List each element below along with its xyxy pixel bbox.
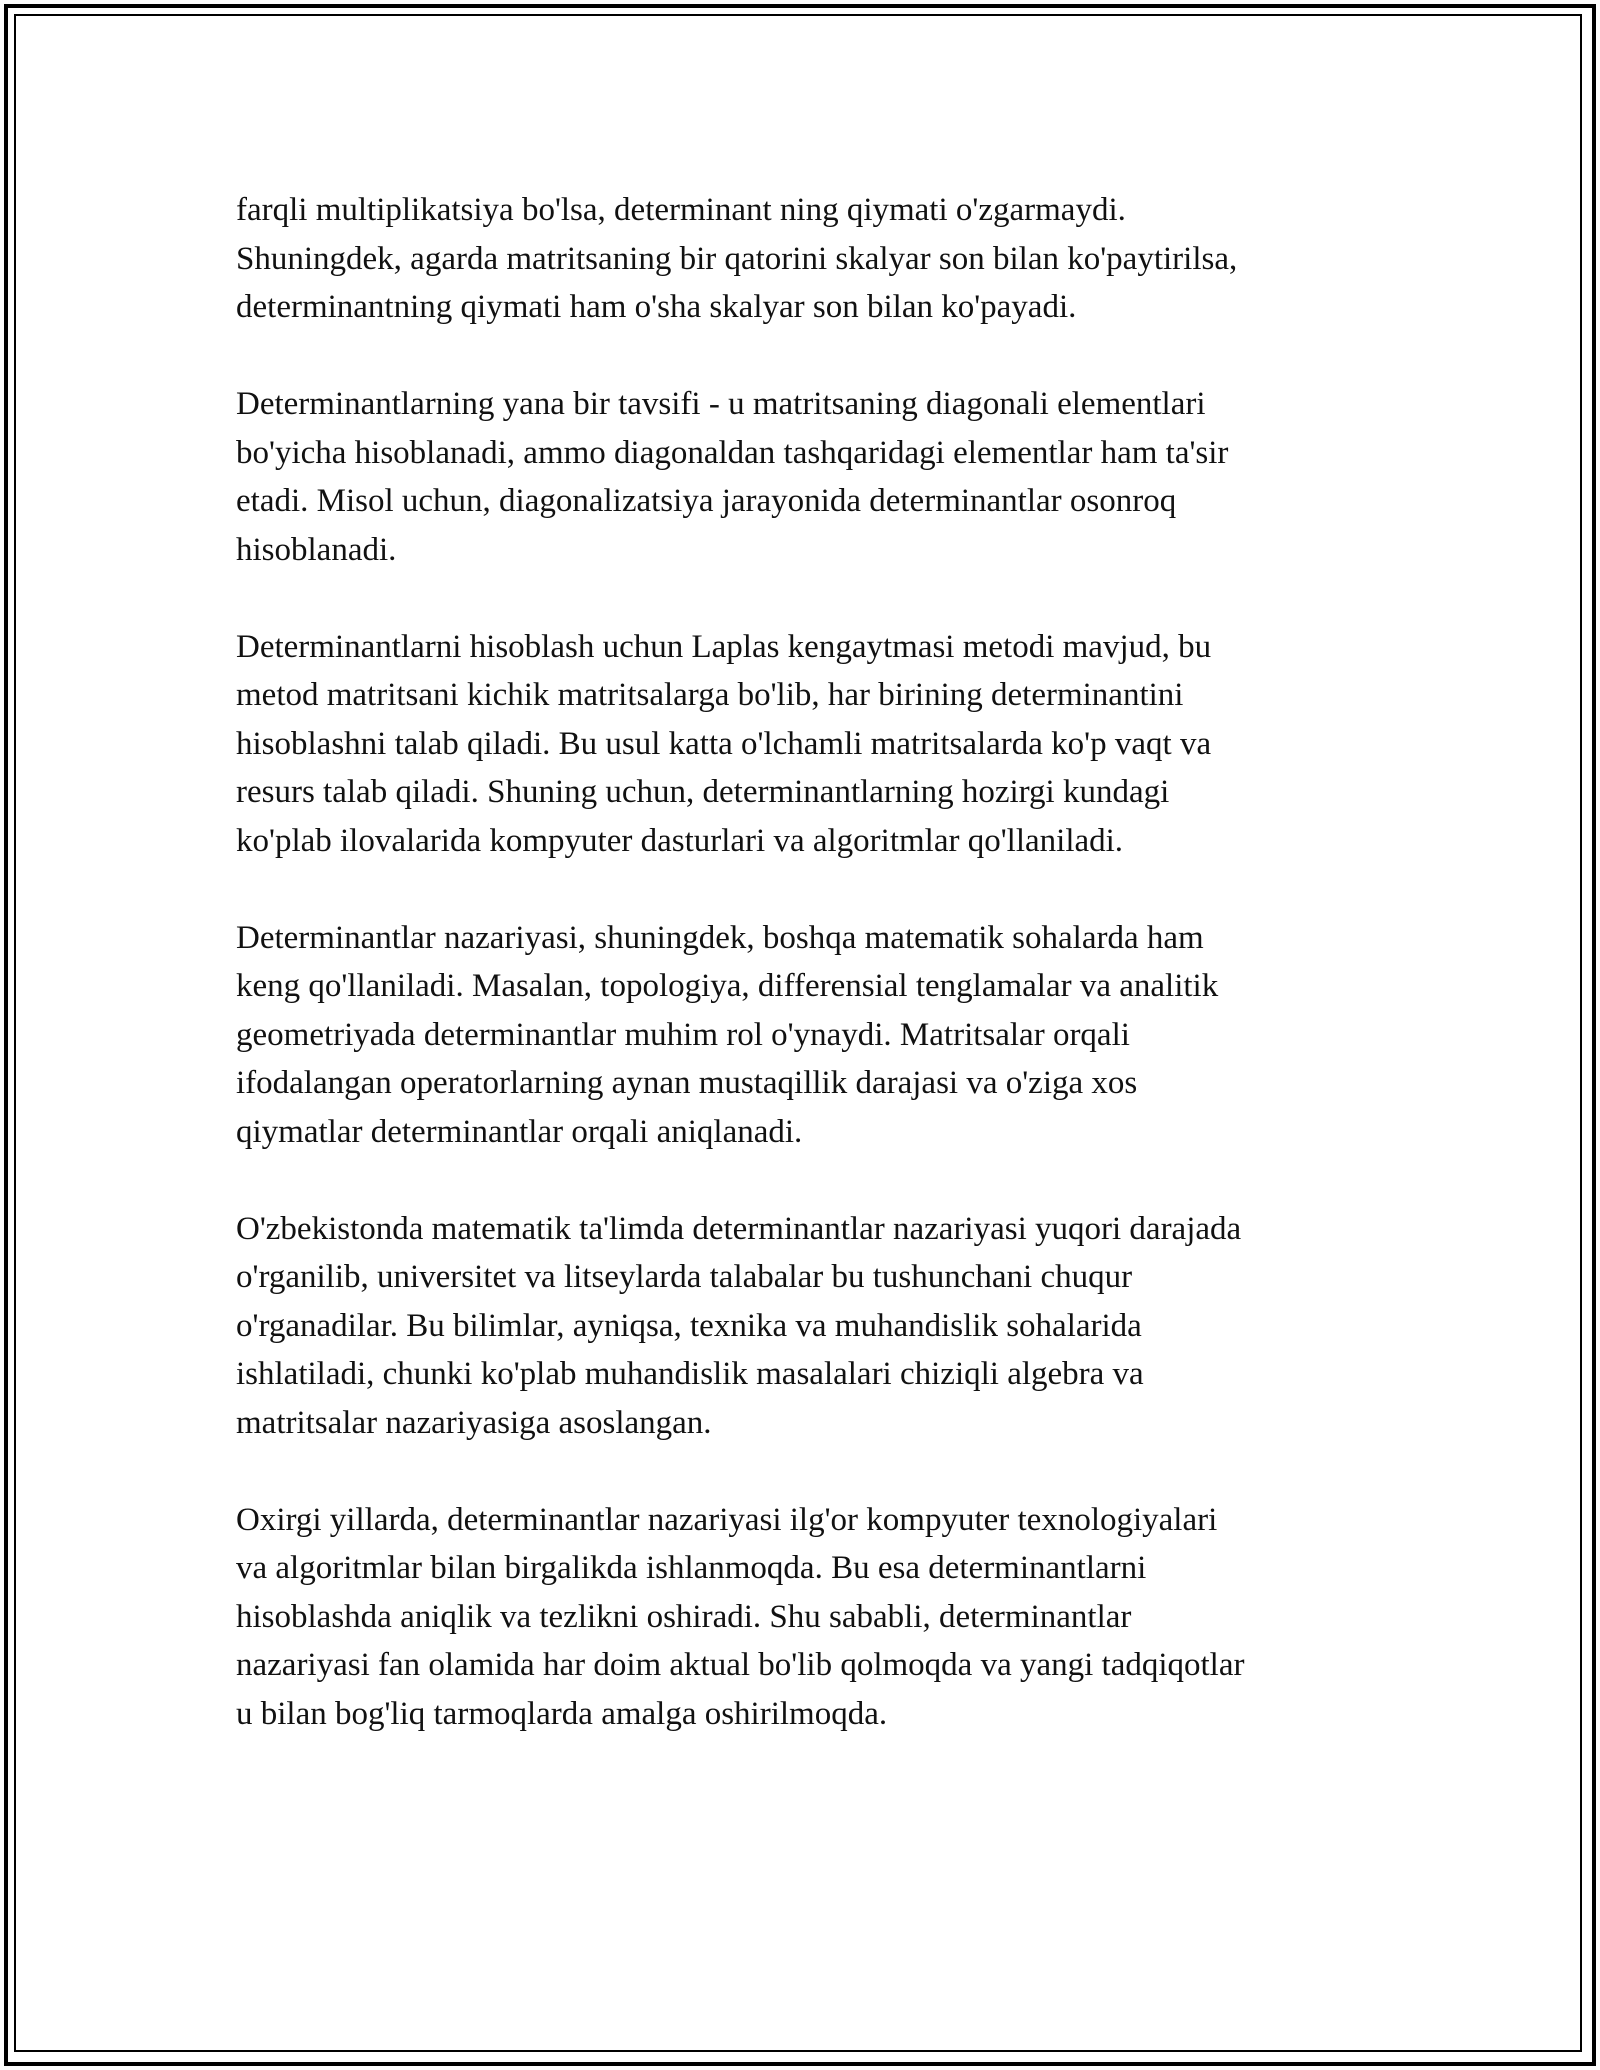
text-line: farqli multiplikatsiya bo'lsa, determinant ning qiymati o'zgarmaydi. (236, 192, 1126, 228)
text-line: O'zbekistonda matematik ta'limda determinantlar nazariyasi yuqori darajada (236, 1210, 1242, 1247)
text-line: Determinantlarni hisoblash uchun Laplas kengaytmasi metodi mavjud, bu (236, 628, 1212, 665)
text-line: geometriyada determinantlar muhim rol o'ynaydi. Matritsalar orqali (236, 1016, 1130, 1053)
text-line: Shuningdek, agarda matritsaning bir qatorini skalyar son bilan ko'paytirilsa, (236, 240, 1238, 277)
text-line: va algoritmlar bilan birgalikda ishlanmoqda. Bu esa determinantlarni (236, 1550, 1147, 1586)
text-line: determinantning qiymati ham o'sha skalyar son bilan ko'payadi. (236, 289, 1077, 325)
paragraph (236, 380, 1366, 574)
text-line: keng qo'llaniladi. Masalan, topologiya, differensial tenglamalar va analitik (236, 968, 1219, 1004)
text-line: qiymatlar determinantlar orqali aniqlanadi. (236, 1113, 803, 1150)
text-line: metod matritsani kichik matritsalarga bo'lib, har birining determinantini (236, 677, 1184, 713)
text-line: resurs talab qiladi. Shuning uchun, determinantlarning hozirgi kundagi (236, 774, 1170, 810)
document-body (236, 186, 1366, 1787)
text-line: Determinantlarning yana bir tavsifi - u matritsaning diagonali elementlari (236, 386, 1206, 422)
text-line: hisoblashda aniqlik va tezlikni oshiradi. Shu sababli, determinantlar (236, 1598, 1132, 1635)
text-line: u bilan bog'liq tarmoqlarda amalga oshirilmoqda. (236, 1695, 888, 1732)
paragraph (236, 1496, 1366, 1739)
text-line: o'rganilib, universitet va litseylarda talabalar bu tushunchani chuqur (236, 1259, 1133, 1295)
text-line: hisoblashni talab qiladi. Bu usul katta o'lchamli matritsalarda ko'p vaqt va (236, 725, 1212, 762)
paragraph (236, 186, 1366, 332)
text-line: nazariyasi fan olamida har doim aktual bo'lib qolmoqda va yangi tadqiqotlar (236, 1647, 1245, 1683)
text-line: Oxirgi yillarda, determinantlar nazariyasi ilg'or kompyuter texnologiyalari (236, 1501, 1218, 1538)
text-line: o'rganadilar. Bu bilimlar, ayniqsa, texnika va muhandislik sohalarida (236, 1307, 1142, 1344)
paragraph (236, 914, 1366, 1157)
text-line: bo'yicha hisoblanadi, ammo diagonaldan tashqaridagi elementlar ham ta'sir (236, 434, 1229, 471)
text-line: Determinantlar nazariyasi, shuningdek, boshqa matematik sohalarda ham (236, 919, 1204, 956)
paragraph (236, 1205, 1366, 1448)
text-line: ko'plab ilovalarida kompyuter dasturlari va algoritmlar qo'llaniladi. (236, 822, 1124, 859)
text-line: hisoblanadi. (236, 531, 397, 568)
paragraph (236, 623, 1366, 866)
text-line: ifodalangan operatorlarning aynan mustaqillik darajasi va o'ziga xos (236, 1065, 1138, 1101)
text-line: ishlatiladi, chunki ko'plab muhandislik masalalari chiziqli algebra va (236, 1356, 1144, 1392)
text-line: etadi. Misol uchun, diagonalizatsiya jarayonida determinantlar osonroq (236, 483, 1177, 519)
text-line: matritsalar nazariyasiga asoslangan. (236, 1404, 712, 1441)
